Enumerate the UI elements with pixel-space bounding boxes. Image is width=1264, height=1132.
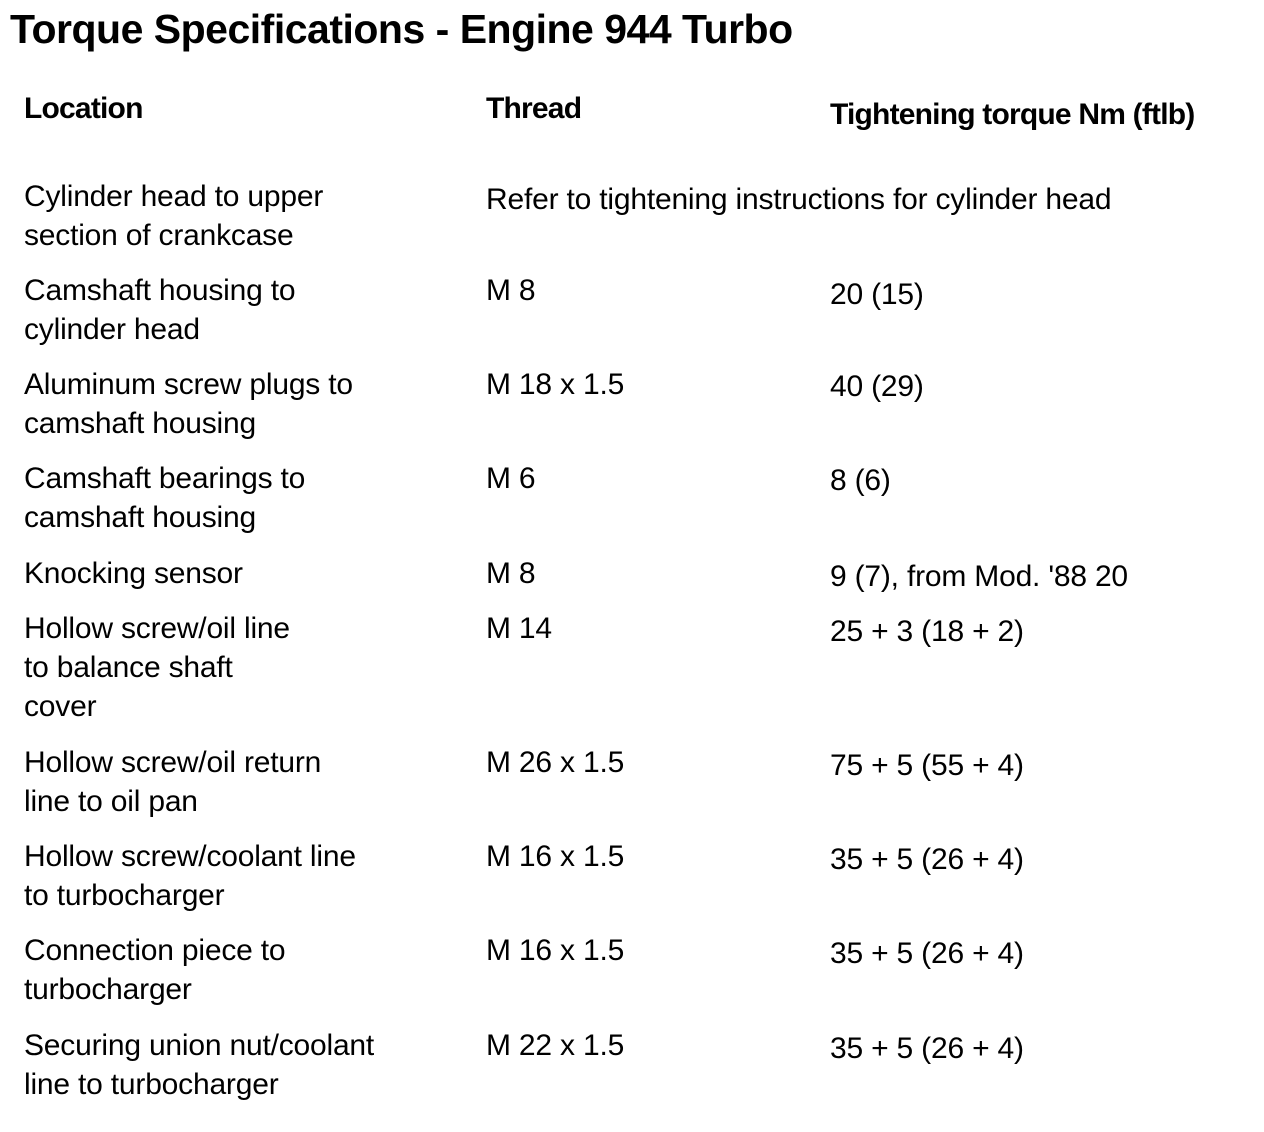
thread-cell: M 8 xyxy=(486,557,536,590)
location-line: line to oil pan xyxy=(24,785,198,818)
location-cell xyxy=(24,931,474,1009)
location-cell xyxy=(24,554,474,593)
location-line: to balance shaft xyxy=(24,651,233,684)
location-line: Aluminum screw plugs to xyxy=(24,368,353,401)
column-header-torque: Tightening torque Nm (ftlb) xyxy=(830,98,1195,131)
location-line: cover xyxy=(24,690,97,723)
torque-cell: 25 + 3 (18 + 2) xyxy=(830,615,1024,648)
thread-cell: M 8 xyxy=(486,274,536,307)
torque-cell: 20 (15) xyxy=(830,278,924,311)
location-cell xyxy=(24,1026,474,1104)
thread-cell: M 16 x 1.5 xyxy=(486,840,625,873)
location-line: camshaft housing xyxy=(24,407,256,440)
location-cell xyxy=(24,459,474,537)
thread-cell: M 18 x 1.5 xyxy=(486,368,625,401)
thread-cell: M 26 x 1.5 xyxy=(486,746,625,779)
location-cell xyxy=(24,743,474,821)
location-cell xyxy=(24,609,474,726)
torque-cell: 9 (7), from Mod. '88 20 xyxy=(830,560,1128,593)
column-header-thread: Thread xyxy=(486,92,582,125)
torque-cell: 35 + 5 (26 + 4) xyxy=(830,1032,1024,1065)
location-line: Connection piece to xyxy=(24,934,286,967)
location-line: camshaft housing xyxy=(24,501,256,534)
thread-cell: M 14 xyxy=(486,612,552,645)
location-line: to turbocharger xyxy=(24,879,225,912)
location-line: Knocking sensor xyxy=(24,557,243,590)
note-cell: Refer to tightening instructions for cylinder head xyxy=(486,183,1112,216)
location-line: cylinder head xyxy=(24,313,200,346)
location-line: Camshaft housing to xyxy=(24,274,296,307)
location-line: Hollow screw/oil line xyxy=(24,612,290,645)
location-line: turbocharger xyxy=(24,973,192,1006)
page-title: Torque Specifications - Engine 944 Turbo xyxy=(10,6,793,52)
torque-cell: 35 + 5 (26 + 4) xyxy=(830,937,1024,970)
location-line: Camshaft bearings to xyxy=(24,462,306,495)
location-cell xyxy=(24,177,474,255)
location-cell xyxy=(24,365,474,443)
torque-cell: 75 + 5 (55 + 4) xyxy=(830,749,1024,782)
location-cell xyxy=(24,837,474,915)
location-line: Cylinder head to upper xyxy=(24,180,324,213)
location-line: section of crankcase xyxy=(24,219,294,252)
thread-cell: M 6 xyxy=(486,462,536,495)
location-line: line to turbocharger xyxy=(24,1068,279,1101)
location-cell xyxy=(24,271,474,349)
torque-cell: 35 + 5 (26 + 4) xyxy=(830,843,1024,876)
location-line: Hollow screw/coolant line xyxy=(24,840,356,873)
location-line: Hollow screw/oil return xyxy=(24,746,322,779)
torque-cell: 8 (6) xyxy=(830,464,891,497)
torque-cell: 40 (29) xyxy=(830,370,924,403)
location-line: Securing union nut/coolant xyxy=(24,1029,375,1062)
column-header-location: Location xyxy=(24,92,143,125)
thread-cell: M 16 x 1.5 xyxy=(486,934,625,967)
thread-cell: M 22 x 1.5 xyxy=(486,1029,625,1062)
